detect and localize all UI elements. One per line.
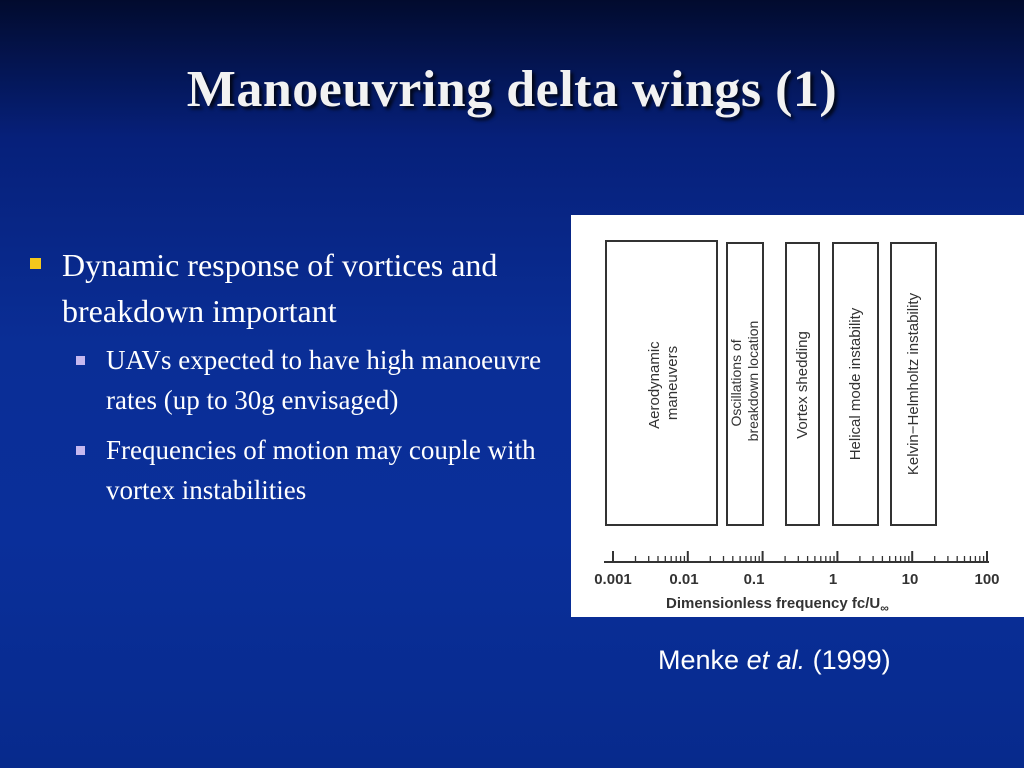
band-label: Aerodynamic maneuvers — [646, 341, 681, 429]
sub-bullet-item — [20, 340, 565, 420]
slide-title: Manoeuvring delta wings (1) — [186, 61, 838, 118]
axis-label: Dimensionless frequency $fc/U_\infty$ — [666, 595, 889, 615]
sub-bullet-text: Frequencies of motion may couple with vortex instabilities — [106, 435, 536, 505]
tick-label: 0.1 — [743, 571, 765, 588]
band-label: Kelvin−Helmholtz instability — [905, 292, 922, 476]
tick-label: 0.001 — [594, 571, 632, 588]
sub-bullet-list — [20, 340, 565, 510]
caption-author: Menke — [658, 645, 740, 675]
band-label: Oscillations of breakdown location — [728, 320, 761, 442]
tick-label: 0.01 — [669, 571, 699, 588]
bullet-text: Dynamic response of vortices and breakdown important — [62, 247, 498, 329]
square-sub-bullet-icon — [76, 446, 85, 455]
caption-year: (1999) — [812, 645, 891, 675]
frequency-axis — [604, 551, 989, 562]
tick-label: 100 — [974, 571, 1000, 588]
square-sub-bullet-icon — [76, 356, 85, 365]
band-label: Vortex shedding — [794, 331, 811, 439]
sub-bullet-text: UAVs expected to have high manoeuvre rates (up to 30g envisaged) — [106, 345, 542, 415]
bullet-item — [20, 242, 565, 334]
figure-caption — [658, 645, 891, 676]
tick-label: 1 — [828, 571, 838, 588]
frequency-diagram — [571, 215, 1024, 617]
caption-etal: et al. — [746, 645, 806, 675]
square-bullet-icon — [30, 258, 41, 269]
sub-bullet-item — [20, 430, 565, 510]
tick-label: 10 — [901, 571, 919, 588]
bullet-list — [20, 242, 565, 520]
band-label: Helical mode instability — [847, 307, 864, 461]
